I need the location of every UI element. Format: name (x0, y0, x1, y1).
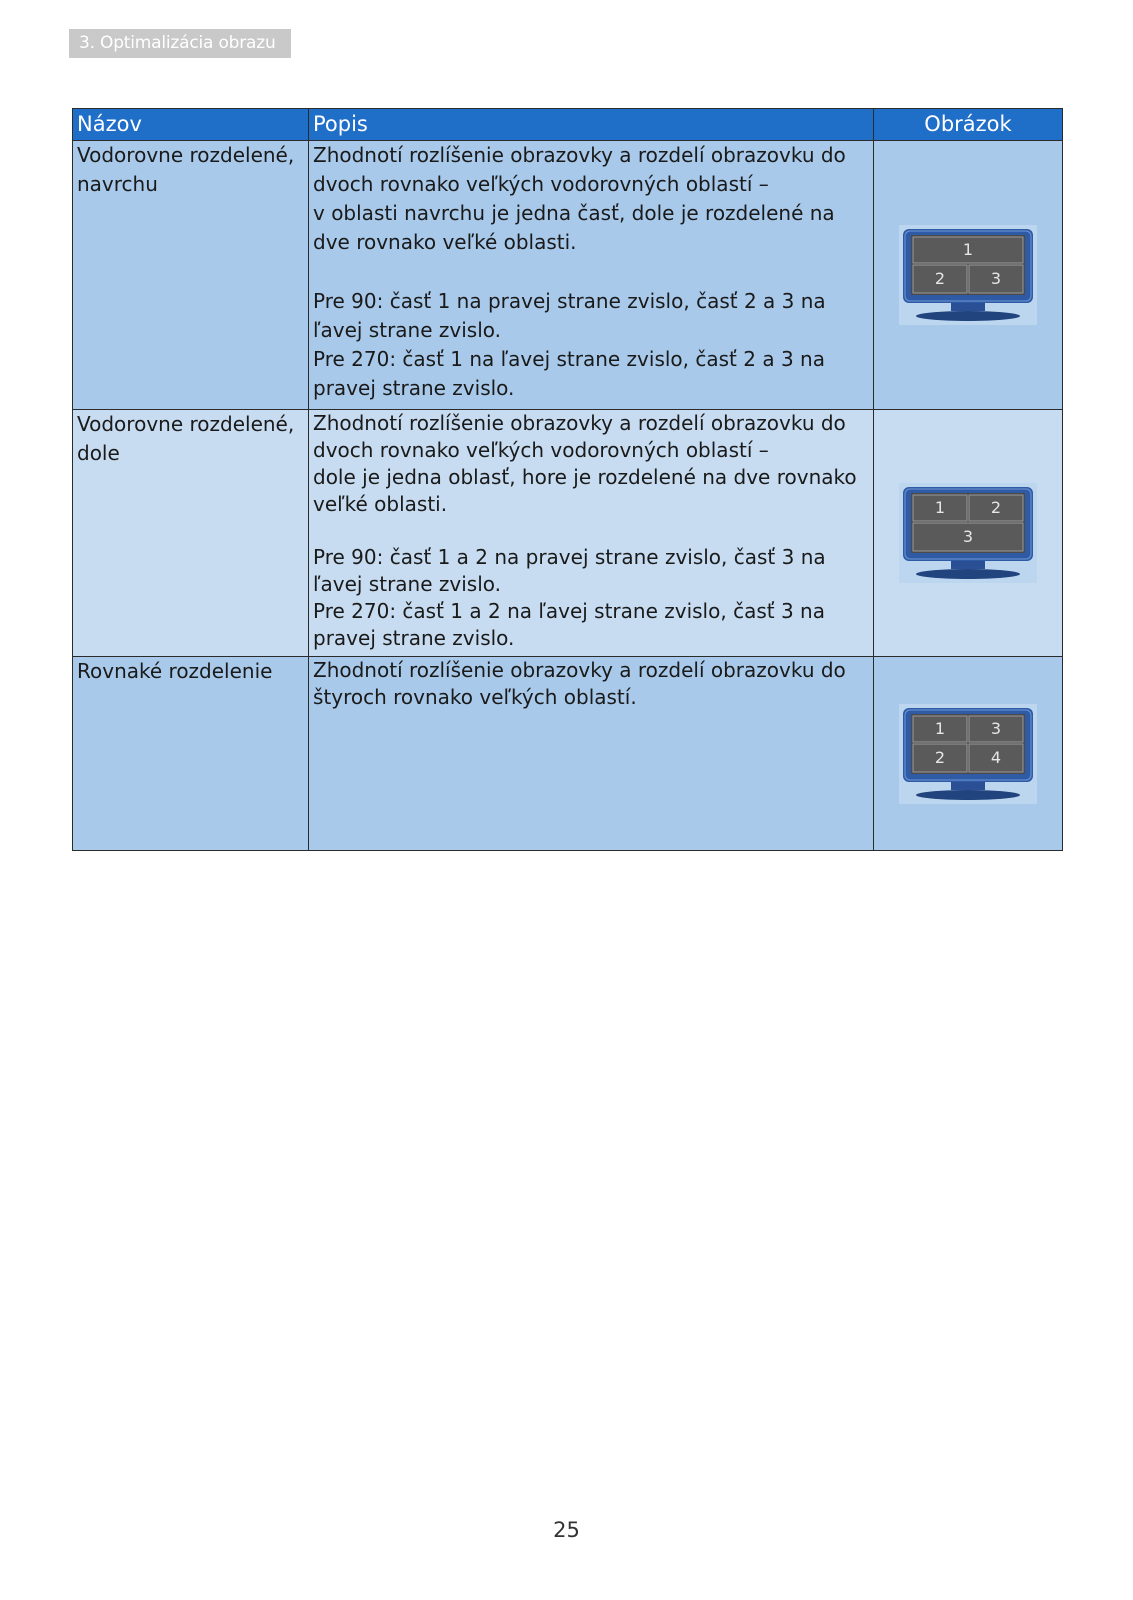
row-name-line: dole (77, 441, 120, 465)
screen-label: 2 (990, 498, 1002, 517)
row-name-line: Vodorovne rozdelené, (77, 143, 295, 167)
description-paragraph: Pre 270: časť 1 na ľavej strane zvislo, časť 2 a 3 na pravej strane zvislo. (313, 347, 825, 400)
row-description-cell (309, 657, 874, 851)
row-name-line: Rovnaké rozdelenie (77, 659, 273, 683)
screen-label: 4 (990, 747, 1002, 767)
header-name: Názov (73, 109, 309, 141)
header-image: Obrázok (874, 109, 1063, 141)
row-name-line: Vodorovne rozdelené, (77, 412, 295, 436)
feature-table (72, 108, 1063, 851)
row-image-cell (874, 410, 1063, 657)
row-description-cell (309, 410, 874, 657)
table-row (73, 410, 1063, 657)
screen-label: 3 (990, 269, 1002, 288)
screen-label: 2 (934, 269, 946, 288)
table-row (73, 141, 1063, 410)
page-number: 25 (553, 1518, 580, 1542)
description-paragraph: Zhodnotí rozlíšenie obrazovky a rozdelí obrazovku do dvoch rovnako veľkých vodorovných oblastí – (313, 411, 846, 462)
screen-label: 3 (990, 718, 1002, 738)
row-name-cell (73, 141, 309, 410)
description-paragraph: Pre 90: časť 1 a 2 na pravej strane zvislo, časť 3 na ľavej strane zvislo. (313, 545, 826, 596)
description-paragraph: dole je jedna oblasť, hore je rozdelené na dve rovnako veľké oblasti. (313, 465, 857, 516)
table-row (73, 657, 1063, 851)
screen-label: 3 (962, 527, 974, 546)
row-image-cell (874, 141, 1063, 410)
description-paragraph: Pre 270: časť 1 a 2 na ľavej strane zvislo, časť 3 na pravej strane zvislo. (313, 599, 825, 650)
row-name-cell (73, 410, 309, 657)
table-header-row (73, 109, 1063, 141)
screen-label: 1 (934, 498, 946, 517)
description-paragraph: Zhodnotí rozlíšenie obrazovky a rozdelí obrazovku do dvoch rovnako veľkých vodorovných oblastí – (313, 143, 846, 196)
row-name-cell (73, 657, 309, 851)
monitor-split-bottom-icon (899, 483, 1037, 583)
row-name-line: navrchu (77, 172, 158, 196)
screen-label: 2 (934, 747, 946, 767)
screen-label: 1 (962, 240, 974, 259)
row-image-cell (874, 657, 1063, 851)
monitor-split-top-icon (899, 225, 1037, 325)
description-paragraph: Zhodnotí rozlíšenie obrazovky a rozdelí obrazovku do štyroch rovnako veľkých oblastí. (313, 658, 846, 709)
description-paragraph: v oblasti navrchu je jedna časť, dole je rozdelené na dve rovnako veľké oblasti. (313, 201, 835, 254)
monitor-quad-icon (899, 704, 1037, 804)
header-description: Popis (309, 109, 874, 141)
row-description-cell (309, 141, 874, 410)
screen-label: 1 (934, 718, 946, 738)
section-label: 3. Optimalizácia obrazu (69, 29, 291, 58)
description-paragraph: Pre 90: časť 1 na pravej strane zvislo, časť 2 a 3 na ľavej strane zvislo. (313, 289, 826, 342)
